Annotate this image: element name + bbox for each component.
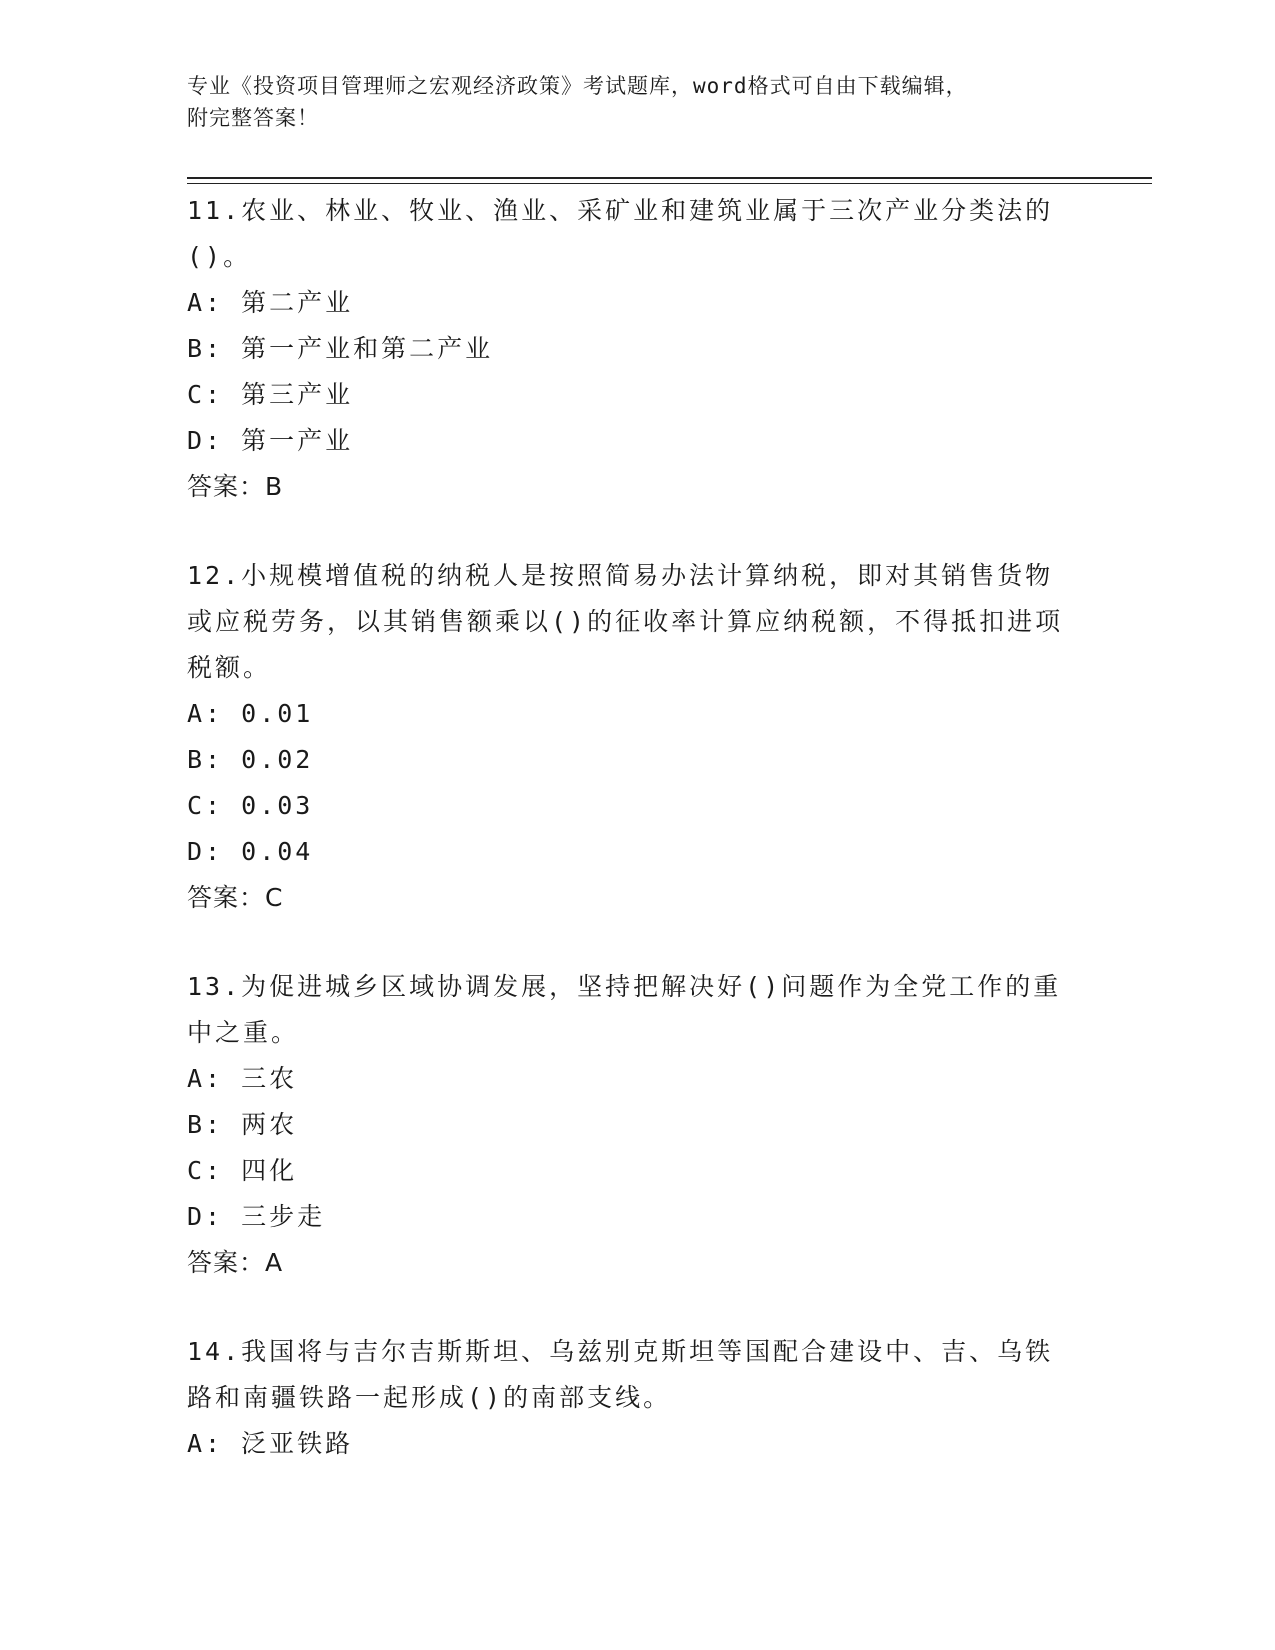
header-divider-thin xyxy=(187,183,1152,184)
option-d: D: 第一产业 xyxy=(187,426,354,455)
option-b: B: 第一产业和第二产业 xyxy=(187,334,494,363)
question-stem: 14.我国将与吉尔吉斯斯坦、乌兹别克斯坦等国配合建设中、吉、乌铁路和南疆铁路一起形成()的南部支线。 xyxy=(187,1337,1054,1412)
header-line-2: 附完整答案！ xyxy=(187,106,319,130)
question-11 xyxy=(187,188,1067,510)
option-c: C: 0.03 xyxy=(187,791,314,820)
question-stem: 13.为促进城乡区域协调发展，坚持把解决好()问题作为全党工作的重中之重。 xyxy=(187,972,1062,1047)
answer-line: 答案：B xyxy=(187,472,284,501)
option-a: A: 三农 xyxy=(187,1064,298,1093)
question-list xyxy=(187,188,1067,1510)
header-divider-thick xyxy=(187,177,1152,179)
option-c: C: 第三产业 xyxy=(187,380,354,409)
document-header xyxy=(187,70,1067,134)
answer-line: 答案：C xyxy=(187,883,284,912)
question-12 xyxy=(187,553,1067,921)
option-a: A: 0.01 xyxy=(187,699,314,728)
question-14 xyxy=(187,1329,1067,1467)
question-stem: 11.农业、林业、牧业、渔业、采矿业和建筑业属于三次产业分类法的()。 xyxy=(187,196,1054,271)
option-a: A: 泛亚铁路 xyxy=(187,1429,354,1458)
option-b: B: 0.02 xyxy=(187,745,314,774)
option-d: D: 三步走 xyxy=(187,1202,326,1231)
option-a: A: 第二产业 xyxy=(187,288,354,317)
header-line-1: 专业《投资项目管理师之宏观经济政策》考试题库，word格式可自由下载编辑， xyxy=(187,74,968,98)
question-stem: 12.小规模增值税的纳税人是按照简易办法计算纳税，即对其销售货物或应税劳务，以其销售额乘以()的征收率计算应纳税额，不得抵扣进项税额。 xyxy=(187,561,1064,682)
option-d: D: 0.04 xyxy=(187,837,314,866)
option-c: C: 四化 xyxy=(187,1156,298,1185)
answer-line: 答案：A xyxy=(187,1248,284,1277)
question-13 xyxy=(187,964,1067,1286)
option-b: B: 两农 xyxy=(187,1110,298,1139)
